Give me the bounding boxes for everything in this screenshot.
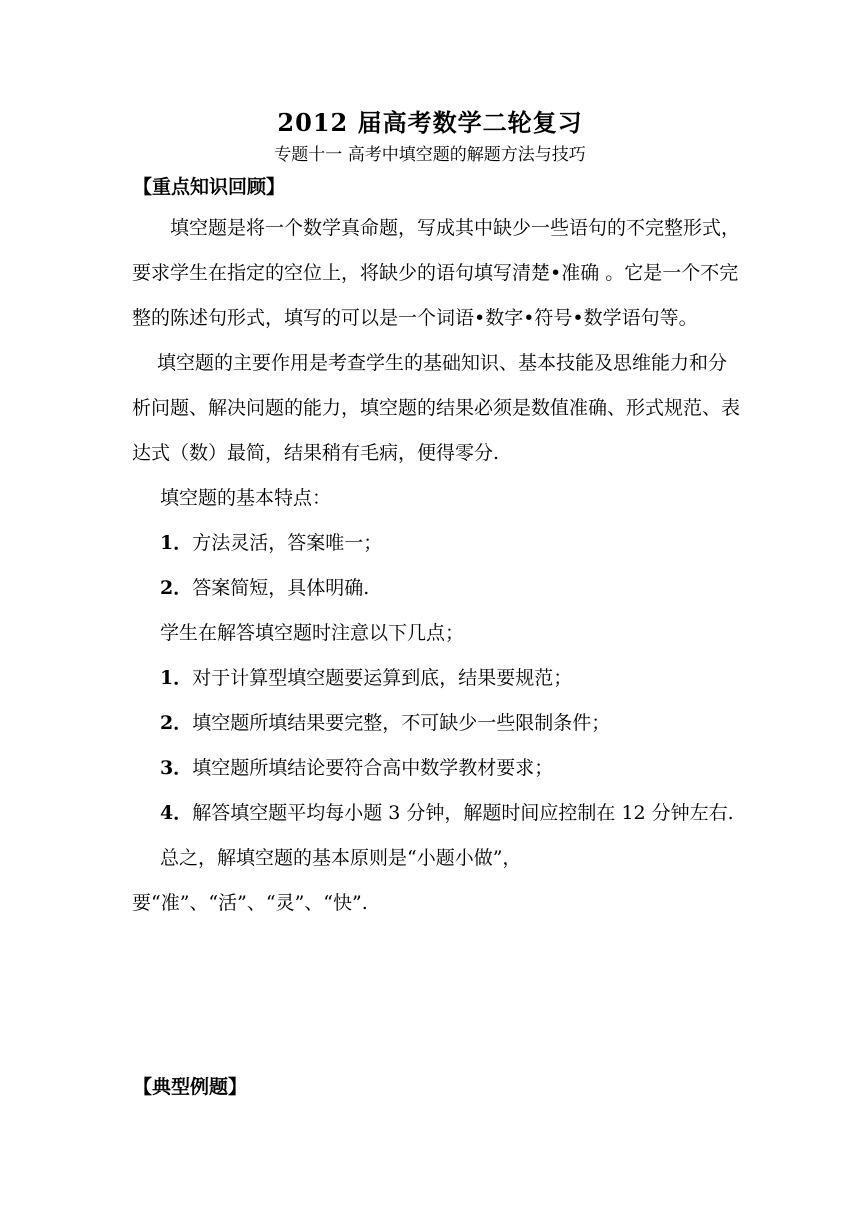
section-heading-key-knowledge: 【重点知识回顾】	[133, 176, 286, 198]
list-item-number: 2．	[160, 577, 193, 599]
list-item-number: 3．	[160, 757, 193, 779]
list-item	[132, 521, 742, 566]
list-item	[132, 746, 742, 791]
notes-heading: 学生在解答填空题时注意以下几点；	[160, 622, 465, 644]
section-heading-examples: 【典型例题】	[133, 1076, 248, 1098]
list-item	[132, 566, 742, 611]
paragraph-summary: 总之，解填空题的基本原则是“小题小做”，要“准”、“活”、“灵”、“快”.	[132, 847, 522, 914]
document-body	[132, 206, 742, 926]
document-subtitle: 专题十一 高考中填空题的解题方法与技巧	[274, 145, 586, 165]
list-item-text: 填空题所填结果要完整，不可缺少一些限制条件；	[192, 712, 611, 734]
paragraph-purpose: 填空题的主要作用是考查学生的基础知识、基本技能及思维能力和分析问题、解决问题的能力，填空题的结果必须是数值准确、形式规范、表达式（数）最简，结果稍有毛病，便得零分.	[132, 352, 741, 464]
list-item-text: 对于计算型填空题要运算到底，结果要规范；	[192, 667, 573, 689]
list-item-number: 2．	[160, 712, 193, 734]
list-item-text: 解答填空题平均每小题 3 分钟，解题时间应控制在 12 分钟左右.	[192, 802, 734, 824]
list-item	[132, 701, 742, 746]
features-heading: 填空题的基本特点：	[160, 487, 332, 509]
list-item	[132, 791, 742, 836]
list-item-text: 答案简短，具体明确.	[192, 577, 370, 599]
paragraph-definition: 填空题是将一个数学真命题，写成其中缺少一些语句的不完整形式，要求学生在指定的空位上，将缺少的语句填写清楚•准确 。它是一个不完整的陈述句形式，填写的可以是一个词语•数字•符号•数学语句等。	[132, 217, 741, 329]
list-item-number: 1．	[160, 532, 193, 554]
list-item	[132, 656, 742, 701]
list-item-number: 4．	[160, 802, 193, 824]
list-item-text: 方法灵活，答案唯一；	[192, 532, 383, 554]
list-item-number: 1．	[160, 667, 193, 689]
list-item-text: 填空题所填结论要符合高中数学教材要求；	[192, 757, 554, 779]
document-title: 2012 届高考数学二轮复习	[277, 108, 583, 137]
